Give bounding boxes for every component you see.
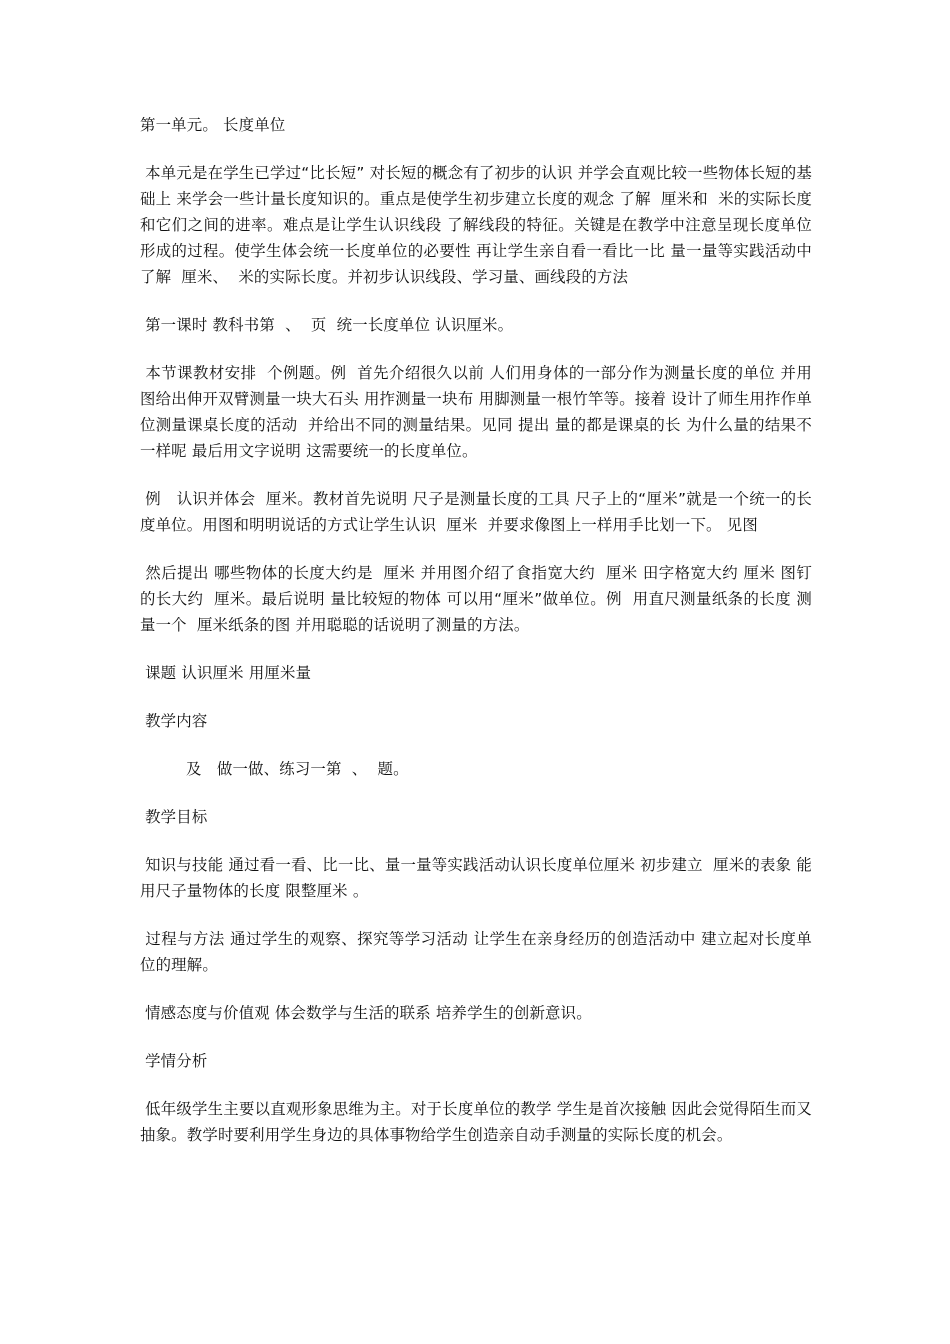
textbook-arrangement-paragraph: 本节课教材安排 个例题。例 首先介绍很久以前 人们用身体的一部分作为测量长度的单位 并用图给出伸开双臂测量一块大石头 用拃测量一块布 用脚测量一根竹竿等。接着 设计了师生用拃作单位测量课桌长度的活动 并给出不同的测量结果。见同 提出 量的都是课桌的长 为什么量的结果不一样呢 最后用文字说明 这需要统一的长度单位。 [140,364,812,460]
process-methods-paragraph: 过程与方法 通过学生的观察、探究等学习活动 让学生在亲身经历的创造活动中 建立起对长度单位的理解。 [140,930,812,974]
student-analysis-heading: 学情分析 [140,1052,208,1070]
measurement-paragraph: 然后提出 哪些物体的长度大约是 厘米 并用图介绍了食指宽大约 厘米 田字格宽大约 厘米 图钉的长大约 厘米。最后说明 量比较短的物体 可以用“厘米”做单位。例 用直尺测量纸条的长度 测量一个 厘米纸条的图 并用聪聪的话说明了测量的方法。 [140,564,812,634]
document-page [140,112,818,1170]
lesson-one-heading: 第一课时 教科书第 、 页 统一长度单位 认识厘米。 [140,316,514,334]
lesson-topic: 课题 认识厘米 用厘米量 [140,664,312,682]
teaching-content-heading: 教学内容 [140,712,208,730]
teaching-goals-heading: 教学目标 [140,808,208,826]
unit-title: 第一单元。 长度单位 [140,116,286,134]
student-analysis-paragraph: 低年级学生主要以直观形象思维为主。对于长度单位的教学 学生是首次接触 因此会觉得陌生而又抽象。教学时要利用学生身边的具体事物给学生创造亲自动手测量的实际长度的机会。 [140,1100,812,1144]
teaching-content-text: 及 做一做、练习一第 、 题。 [186,760,409,778]
knowledge-skills-paragraph: 知识与技能 通过看一看、比一比、量一量等实践活动认识长度单位厘米 初步建立 厘米的表象 能用尺子量物体的长度 限整厘米 。 [140,856,812,900]
attitude-values-paragraph: 情感态度与价值观 体会数学与生活的联系 培养学生的创新意识。 [140,1004,592,1022]
example-paragraph: 例 认识并体会 厘米。教材首先说明 尺子是测量长度的工具 尺子上的“厘米”就是一个统一的长度单位。用图和明明说话的方式让学生认识 厘米 并要求像图上一样用手比划一下。 见图 [140,490,813,534]
unit-overview-paragraph: 本单元是在学生已学过“比长短” 对长短的概念有了初步的认识 并学会直观比较一些物体长短的基础上 来学会一些计量长度知识的。重点是使学生初步建立长度的观念 了解 厘米和 米的实际长度和它们之间的进率。难点是让学生认识线段 了解线段的特征。关键是在教学中注意呈现长度单位形成的过程。使学生体会统一长度单位的必要性 再让学生亲自看一看比一比 量一量等实践活动中 了解 厘米、 米的实际长度。并初步认识线段、学习量、画线段的方法 [140,164,818,286]
